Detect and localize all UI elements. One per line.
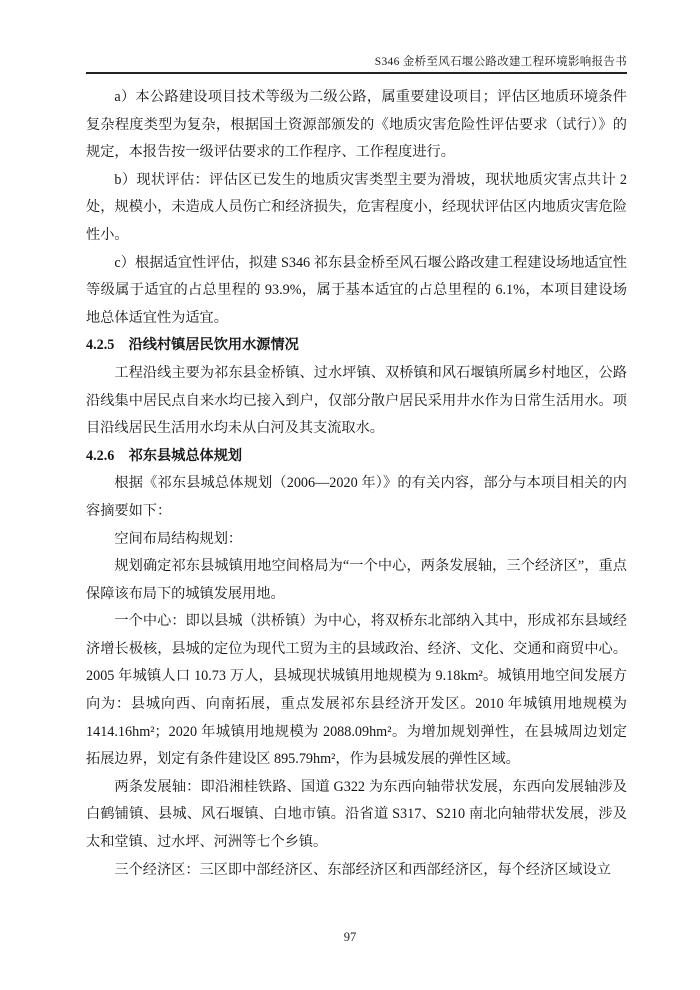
- paragraph: c）根据适宜性评估，拟建 S346 祁东县金桥至风石堰公路改建工程建设场地适宜性等级属于适宜的占总里程的 93.9%，属于基本适宜的占总里程的 6.1%，本项目建设场地总体适宜性为适宜。: [86, 254, 627, 326]
- paragraph: a）本公路建设项目技术等级为二级公路，属重要建设项目；评估区地质环境条件复杂程度类型为复杂，根据国土资源部颁发的《地质灾害危险性评估要求（试行）》的规定，本报告按一级评估要求的工作程序、工作程度进行。: [86, 89, 627, 161]
- running-header-title: S346 金桥至风石堰公路改建工程环境影响报告书: [374, 56, 627, 68]
- paragraph: b）现状评估：评估区已发生的地质灾害类型主要为滑坡，现状地质灾害点共计 2 处，规模小，未造成人员伤亡和经济损失，危害程度小，经现状评估区内地质灾害危险性小。: [86, 171, 627, 243]
- page-footer: [0, 928, 700, 946]
- header-rule: [86, 72, 627, 74]
- section-heading: 4.2.6 祁东县城总体规划: [86, 447, 243, 464]
- page-number: 97: [343, 930, 357, 944]
- paragraph: 规划确定祁东县城镇用地空间格局为“一个中心，两条发展轴，三个经济区”，重点保障该布局下的城镇发展用地。: [86, 558, 627, 602]
- section-heading: 4.2.5 沿线村镇居民饮用水源情况: [86, 337, 299, 354]
- paragraph: 两条发展轴：即沿湘桂铁路、国道 G322 为东西向轴带状发展，东西向发展轴涉及白鹤铺镇、县城、风石堰镇、白地市镇。沿省道 S317、S210 南北向轴带状发展，涉及太和堂镇、过水坪、河洲等七个乡镇。: [86, 778, 627, 851]
- paragraph: 根据《祁东县城总体规划（2006—2020 年）》的有关内容，部分与本项目相关的内容摘要如下：: [86, 475, 627, 519]
- paragraph: 工程沿线主要为祁东县金桥镇、过水坪镇、双桥镇和风石堰镇所属乡村地区，公路沿线集中居民点自来水均已接入到户，仅部分散户居民采用井水作为日常生活用水。项目沿线居民生活用水均未从白河及其支流取水。: [86, 364, 627, 437]
- paragraph: 三个经济区：三区即中部经济区、东部经济区和西部经济区，每个经济区域设立: [114, 861, 611, 878]
- paragraph: 空间布局结构规划：: [114, 530, 243, 547]
- document-body: [86, 84, 627, 884]
- paragraph: 一个中心：即以县城（洪桥镇）为中心，将双桥东北部纳入其中，形成祁东县域经济增长极核，县城的定位为现代工贸为主的县域政治、经济、文化、交通和商贸中心。2005 年城镇人口 10.73 万人，县城现状城镇用地规模为 9.18km²。城镇用地空间发展方向为：县城向西、向南拓展，重点发展祁东县经济开发区。2010 年城镇用地规模为 1414.16hm²；2020 年城镇用地规模为 2088.09hm²。为增加规划弹性，在县城周边划定拓展边界，划定有条件建设区 895.79hm²，作为县城发展的弹性区域。: [86, 613, 627, 768]
